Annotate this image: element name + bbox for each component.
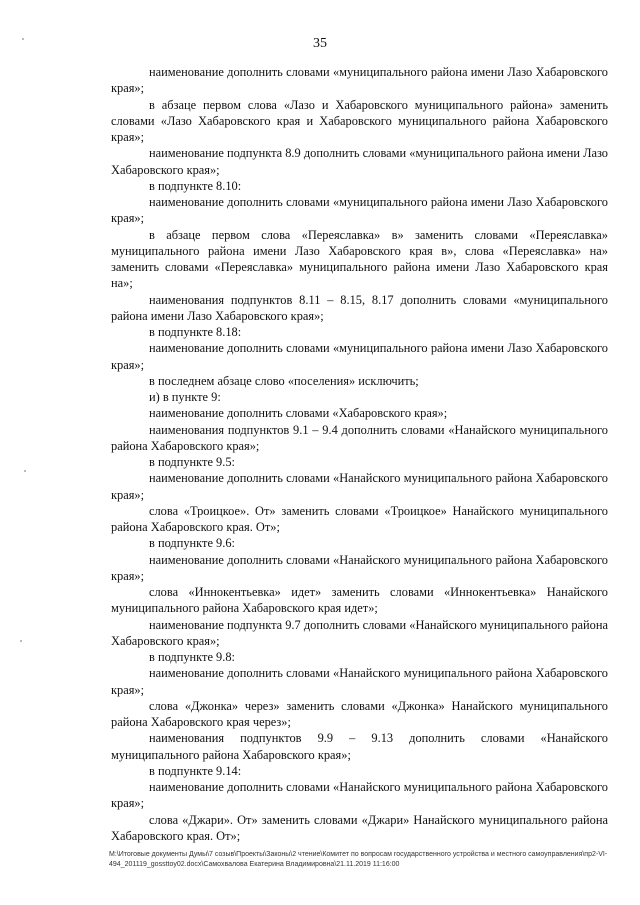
paragraph: в последнем абзаце слово «поселения» исключить; xyxy=(149,373,419,388)
scan-speck xyxy=(20,640,22,642)
paragraph: и) в пункте 9: xyxy=(149,390,221,404)
document-body xyxy=(111,64,608,844)
paragraph: в подпункте 8.10: xyxy=(149,178,242,193)
paragraph: наименование дополнить словами «Нанайского муниципального района Хабаровского края»; xyxy=(111,666,608,697)
paragraph: наименование дополнить словами «муниципального района имени Лазо Хабаровского края»; xyxy=(111,65,608,96)
paragraph: в абзаце первом слова «Лазо и Хабаровского муниципального района» заменить словами «Лазо Хабаровского края и Хабаровского муниципального района Хабаровского края»; xyxy=(111,97,608,144)
scan-speck xyxy=(24,470,26,472)
paragraph: наименование дополнить словами «Нанайского муниципального района Хабаровского края»; xyxy=(111,780,608,811)
paragraph: слова «Джонка» через» заменить словами «Джонка» Нанайского муниципального района Хабаровского края через»; xyxy=(111,698,608,729)
paragraph: слова «Джари». От» заменить словами «Джари» Нанайского муниципального района Хабаровского края. От»; xyxy=(111,812,608,843)
paragraph: в подпункте 9.14: xyxy=(149,763,242,778)
paragraph: в подпункте 9.8: xyxy=(149,650,235,664)
paragraph: наименования подпунктов 9.9 – 9.13 дополнить словами «Нанайского муниципального района Хабаровского края»; xyxy=(111,731,608,762)
paragraph: наименование дополнить словами «муниципального района имени Лазо Хабаровского края»; xyxy=(111,341,608,372)
footer-line-2: 494_201119_gossttoy02.docx\Самохвалова Екатерина Владимировна\21.11.2019 11:16:00 xyxy=(109,861,400,868)
page-number: 35 xyxy=(313,36,327,51)
paragraph: наименования подпунктов 9.1 – 9.4 дополнить словами «Нанайского муниципального района Хабаровского края»; xyxy=(111,422,608,453)
paragraph: в подпункте 9.6: xyxy=(149,536,235,551)
paragraph: наименование дополнить словами «Хабаровского края»; xyxy=(149,406,448,421)
paragraph: в подпункте 8.18: xyxy=(149,325,242,339)
paragraph: наименования подпунктов 8.11 – 8.15, 8.17 дополнить словами «муниципального района имени Лазо Хабаровского края»; xyxy=(111,292,608,323)
paragraph: в абзаце первом слова «Переяславка» в» заменить словами «Переяславка» муниципального района имени Лазо Хабаровского края в», слова «Переяславка» на» заменить словами «Переяславка» муниципального района имени Лазо Хабаровского края на»; xyxy=(111,227,608,291)
paragraph: наименование дополнить словами «Нанайского муниципального района Хабаровского края»; xyxy=(111,552,608,583)
paragraph: слова «Троицкое». От» заменить словами «Троицкое» Нанайского муниципального района Хабаровского края. От»; xyxy=(111,503,608,534)
paragraph: наименование подпункта 9.7 дополнить словами «Нанайского муниципального района Хабаровского края»; xyxy=(111,617,608,648)
paragraph: наименование дополнить словами «муниципального района имени Лазо Хабаровского края»; xyxy=(111,195,608,226)
file-path-footer xyxy=(109,850,614,870)
paragraph: наименование дополнить словами «Нанайского муниципального района Хабаровского края»; xyxy=(111,471,608,502)
footer-line-1: М:\Итоговые документы Думы\7 созыв\Проекты\Законы\2 чтение\Комитет по вопросам государственного устройства и местного самоуправления\пр2-VI- xyxy=(109,851,608,858)
paragraph: наименование подпункта 8.9 дополнить словами «муниципального района имени Лазо Хабаровского края»; xyxy=(111,146,608,177)
paragraph: в подпункте 9.5: xyxy=(149,455,235,469)
paragraph: слова «Иннокентьевка» идет» заменить словами «Иннокентьевка» Нанайского муниципального района Хабаровского края идет»; xyxy=(111,585,608,616)
